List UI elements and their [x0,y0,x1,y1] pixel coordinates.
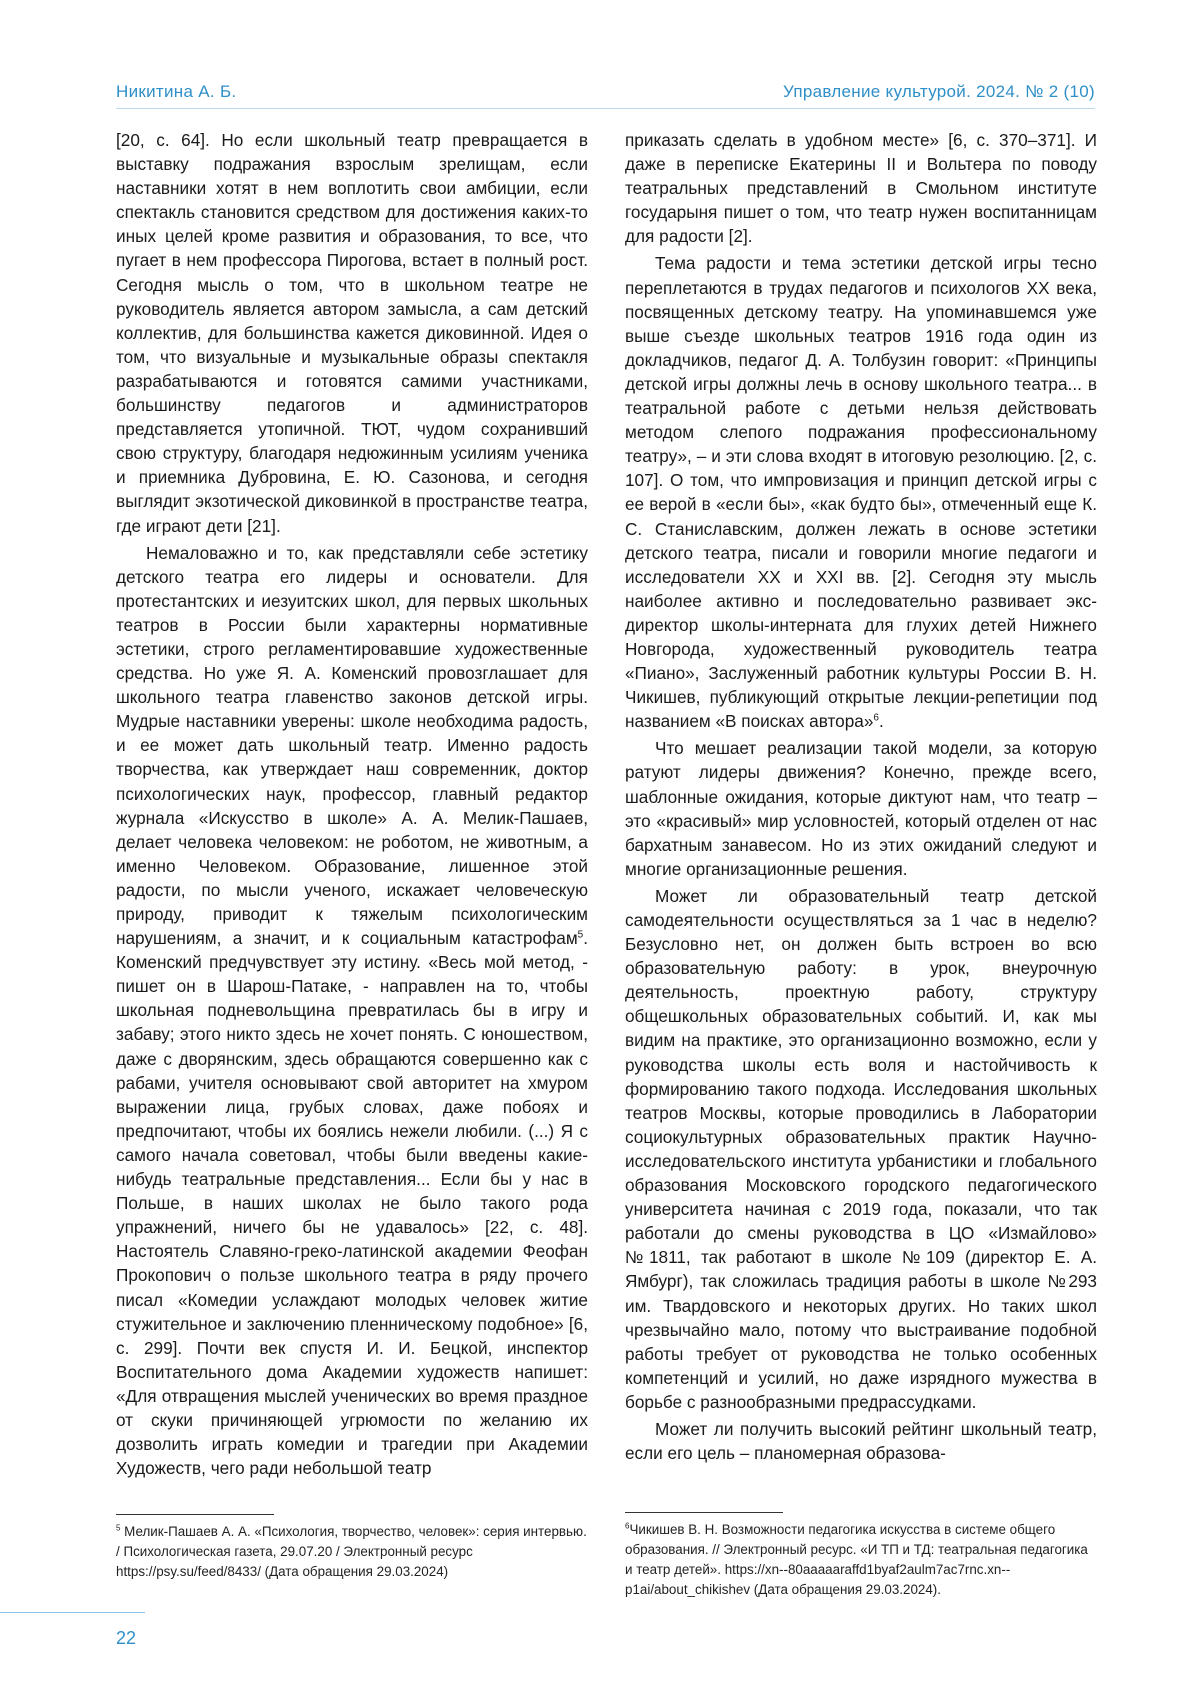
paragraph: Что мешает реализации такой модели, за которую ратуют лидеры движения? Конечно, прежде всего, шаблонные ожидания, которые диктуют нам, что театр – это «красивый» мир условностей, который отделен от нас бархатным занавесом. Но из этих ожиданий следуют и многие организационные решения. [625,738,1097,879]
paragraph-text: . [878,711,884,732]
footnote-6 [625,1520,1097,1600]
right-column [625,128,1097,1468]
paragraph-text: Тема радости и тема эстетики детской игры тесно переплетаются в трудах педагогов и психологов XX века, посвященных детскому театру. На упоминавшемся уже выше съезде школьных театров 1916 года один из докладчиков, педагог Д. А. Толбузин говорит: «Принципы детской игры должны лечь в основу школьного театра... в театральной работе с детьми нельзя действовать методом слепого подражания профессиональному театру», – и эти слова входят в итоговую резолюцию. [2, с. 107]. О том, что импровизация и принцип детской игры с ее верой в «если бы», «как будто бы», отмеченный еще К. С. Станиславским, должен лежать в основе эстетики детского театра, писали и говорили многие педагоги и исследователи XX и XXI вв. [2]. Сегодня эту мысль наиболее активно и последовательно развивает экс-директор школы-интерната для глухих детей Нижнего Новгорода, художественный руководитель театра «Пиано», Заслуженный работник культуры России В. Н. Чикишев, публикующий открытые лекции-репетиции под названием «В поисках автора» [625,253,1097,732]
footnote-text: Чикишев В. Н. Возможности педагогика искусства в системе общего образования. // Электронный ресурс. «И ТП и ТД: театральная педагогика и театр детей». https://xn--80aaaaaraffd1byaf2aulm7ac7rnc.xn--p1ai/about_chikishev (Дата обращения 29.03.2024). [625,1522,1088,1597]
header-author: Никитина А. Б. [116,82,237,101]
footer-divider [0,1612,145,1613]
paragraph: приказать сделать в удобном месте» [6, с. 370–371]. И даже в переписке Екатерины II и Вольтера по поводу театральных представлений в Смольном институте государыня пишет о том, что театр нужен воспитанницам для радости [2]. [625,130,1097,247]
footnote-number: 5 [116,1523,121,1533]
footnote-ref[interactable]: 6 [873,712,879,724]
footnote-number: 6 [625,1521,630,1531]
paragraph: [20, с. 64]. Но если школьный театр превращается в выставку подражания взрослым зрелищам, если наставники хотят в нем воплотить свои амбиции, если спектакль становится средством для достижения каких-то иных целей кроме развития и образования, то все, что пугает в нем профессора Пирогова, встает в полный рост. Сегодня мысль о том, что в школьном театре не руководитель является автором замысла, а сам детский коллектив, для большинства кажется диковинной. Идея о том, что визуальные и музыкальные образы спектакля разрабатываются и готовятся самими участниками, большинству педагогов и администраторов представляется утопичной. ТЮТ, чудом сохранивший свою структуру, благодаря недюжинным усилиям ученика и приемника Дубровина, Е. Ю. Сазонова, и сегодня выглядит экзотической диковинкой в пространстве театра, где играют дети [21]. [116,130,588,536]
header-journal: Управление культурой. 2024. № 2 (10) [782,82,1095,101]
footnote-divider [625,1512,783,1513]
left-column [116,128,588,1483]
paragraph [625,251,1097,733]
paragraph-text: . Коменский предчувствует эту истину. «Весь мой метод, - пишет он в Шарош-Патаке, - направлен на то, чтобы школьная подневольщина превратилась бы в игру и забаву; этого никто здесь не хочет понять. С юношеством, даже с дворянским, здесь обращаются совершенно как с рабами, учителя основывают свой авторитет на хмуром выражении лица, грубых словах, даже побоях и предпочитают, чтобы их боялись нежели любили. (...) Я с самого начала советовал, чтобы были введены какие-нибудь театральные представления... Если бы у нас в Польше, в наших школах не было такого рода упражнений, ничего бы не удавалось» [22, с. 48]. Настоятель Славяно-греко-латинской академии Феофан Прокопович о пользе школьного театра в ряду прочего писал «Комедии услаждают молодых человек житие стужительное и заключению пленническому подобное» [6, с. 299]. Почти век спустя И. И. Бецкой, инспектор Воспитательного дома Академии художеств напишет: «Для отвращения мыслей ученических во время праздное от скуки причиняющей угрюмости по желанию их дозволить играть комедии и трагедии при Академии Художеств, чего ради небольшой театр [116,928,588,1479]
paragraph [116,541,588,1481]
footnote-5 [116,1522,588,1582]
footnote-ref[interactable]: 5 [577,929,584,941]
paragraph-text: Немаловажно и то, как представляли себе эстетику детского театра его лидеры и основатели. Для протестантских и иезуитских школ, для первых школьных театров в России были характерны нормативные эстетики, строго регламентировавшие художественные средства. Но уже Я. А. Коменский провозглашает для школьного театра главенство законов детской игры. Мудрые наставники уверены: школе необходима радость, и ее может дать школьный театр. Именно радость творчества, как утверждает наш современник, доктор психологических наук, профессор, главный редактор журнала «Искусство в школе» А. А. Мелик-Пашаев, делает человека человеком: не роботом, не животным, а именно Человеком. Образование, лишенное этой радости, по мысли ученого, искажает человеческую природу, приводит к тяжелым психологическим нарушениям, а значит, и к социальным катастрофам [116,542,588,949]
header-divider [116,108,1095,109]
running-header [116,82,1095,110]
footnote-text: Мелик-Пашаев А. А. «Психология, творчество, человек»: серия интервью. / Психологическая газета, 29.07.20 / Электронный ресурс https://psy.su/feed/8433/ (Дата обращения 29.03.2024) [116,1524,587,1579]
footnote-divider [116,1514,274,1515]
paragraph: Может ли получить высокий рейтинг школьный театр, если его цель – планомерная образова- [625,1418,1097,1464]
page-number: 22 [116,1628,137,1648]
paragraph: Может ли образовательный театр детской самодеятельности осуществляться за 1 час в неделю? Безусловно нет, он должен быть встроен во всю образовательную работу: в урок, внеурочную деятельность, проектную работу, структуру общешкольных образовательных событий. И, как мы видим на практике, это организационно возможно, если у руководства школы есть воля и настойчивость к формированию такого подхода. Исследования школьных театров Москвы, которые проводились в Лаборатории социокультурных образовательных практик Научно-исследовательского института урбанистики и глобального образования Московского городского педагогического университета начиная с 2019 года, показали, что так работали до смены руководства в ЦО «Измайлово» №1811, так работают в школе №109 (директор Е. А. Ямбург), так сложилась традиция работы в школе №293 им. Твардовского и некоторых других. Но таких школ чрезвычайно мало, потому что выстраивание подобной работы требует от руководства не только особенных компетенций и усилий, но даже изрядного мужества в борьбе с разнообразными предрассудками. [625,885,1097,1412]
